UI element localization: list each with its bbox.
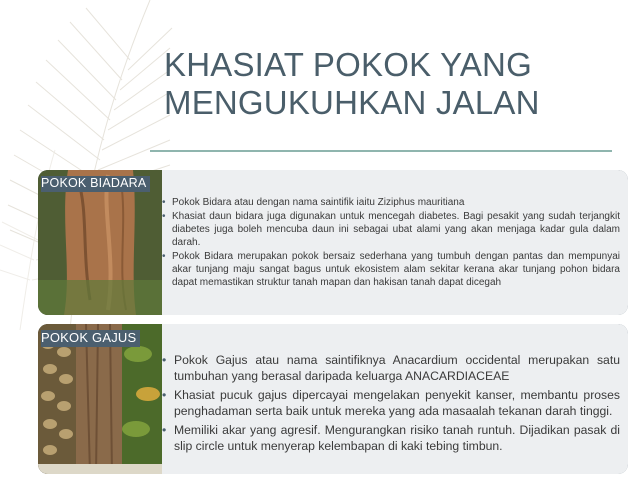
bullet-icon: • (162, 353, 167, 367)
bidara-points-list (162, 196, 620, 290)
list-item-text: Pokok Bidara merupakan pokok bersaiz sederhana yang tumbuh dengan pantas dan mempunyai akar tunjang maju sangat bagus untuk ekosistem alam sekitar kerana akar tunjang pohon bidara dapat memastikan struktur tanah mapan dan hakisan tanah dapat dicegah (172, 251, 620, 288)
bullet-icon: • (162, 197, 166, 208)
list-item (162, 352, 620, 384)
bullet-icon: • (162, 251, 166, 262)
bullet-icon: • (162, 388, 167, 402)
gajus-points-list (162, 352, 620, 457)
title-divider (150, 150, 612, 152)
list-item (162, 196, 620, 209)
section-heading-bidara: POKOK BIADARA (41, 176, 150, 192)
list-item (162, 250, 620, 289)
section-card-gajus (38, 324, 628, 474)
list-item-text: Khasiat pucuk gajus dipercayai mengelakan penyekit kanser, membantu proses penghadaman serta baik untuk mereka yang ada masaalah tekanan darah tinggi. (174, 388, 620, 418)
list-item-text: Pokok Bidara atau dengan nama saintifik iaitu Ziziphus mauritiana (172, 197, 465, 208)
bullet-icon: • (162, 423, 167, 437)
section-heading-gajus: POKOK GAJUS (41, 330, 140, 347)
list-item-text: Khasiat daun bidara juga digunakan untuk mencegah diabetes. Bagi pesakit yang sudah terjangkit diabetes juga boleh mencuba daun ini sebagai ubat alami yang akan menjaga kadar gula dalam darah. (172, 211, 620, 248)
list-item (162, 210, 620, 249)
list-item (162, 387, 620, 419)
section-card-bidara (38, 170, 628, 315)
bullet-icon: • (162, 211, 166, 222)
slide-title: KHASIAT POKOK YANG MENGUKUHKAN JALAN (164, 46, 540, 121)
list-item-text: Pokok Gajus atau nama saintifiknya Anacardium occidental merupakan satu tumbuhan yang berasal daripada keluarga ANACARDIACEAE (174, 353, 620, 383)
list-item (162, 422, 620, 454)
list-item-text: Memiliki akar yang agresif. Mengurangkan risiko tanah runtuh. Dijadikan pasak di slip circle untuk menyerap kelembapan di kaki tebing timbun. (174, 423, 620, 453)
